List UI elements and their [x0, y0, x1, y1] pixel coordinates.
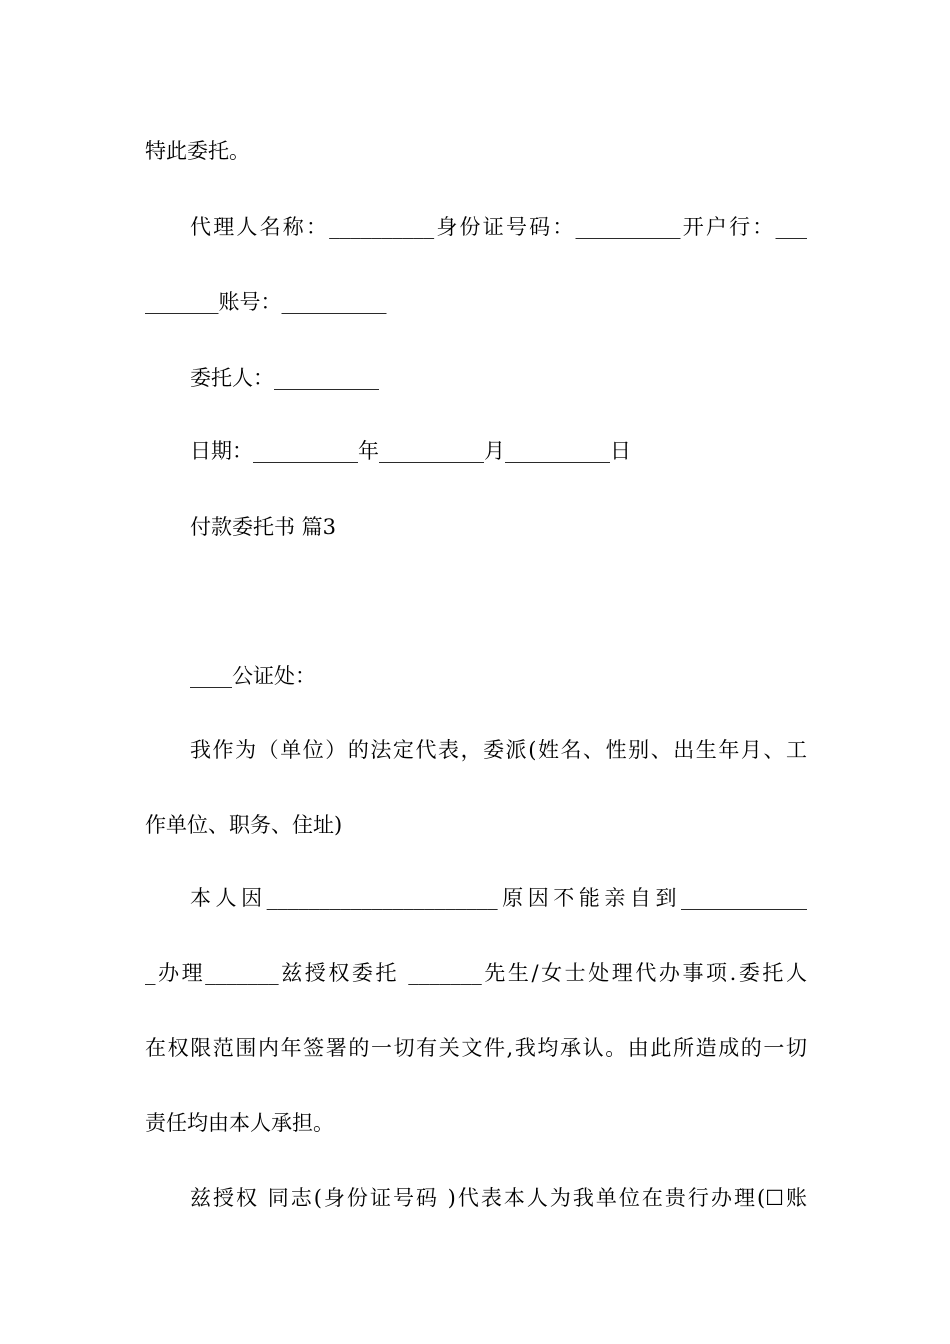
paragraph-line: 兹授权 同志(身份证号码 )代表本人为我单位在贵行办理(☐账	[190, 1186, 807, 1210]
account-number-line: _______账号：__________	[145, 290, 387, 314]
paragraph-line: 作单位、职务、住址)	[145, 813, 343, 837]
date-line: 日期：__________年__________月__________日	[190, 439, 631, 463]
notary-office-line: ____公证处：	[190, 664, 316, 688]
paragraph-line: 本人因______________________原因不能亲自到____________	[190, 886, 807, 910]
agent-info-line: 代理人名称：__________身份证号码：__________开户行：___	[190, 215, 807, 239]
paragraph-line: 在权限范围内年签署的一切有关文件,我均承认。由此所造成的一切	[145, 1036, 807, 1060]
closing-statement: 特此委托。	[145, 139, 250, 163]
section-heading: 付款委托书 篇3	[190, 515, 337, 539]
principal-line: 委托人：__________	[190, 366, 379, 390]
paragraph-line: 我作为（单位）的法定代表，委派(姓名、性别、出生年月、工	[190, 738, 807, 762]
paragraph-line: _办理_______兹授权委托 _______先生/女士处理代办事项.委托人	[145, 961, 807, 985]
paragraph-line: 责任均由本人承担。	[145, 1111, 334, 1135]
